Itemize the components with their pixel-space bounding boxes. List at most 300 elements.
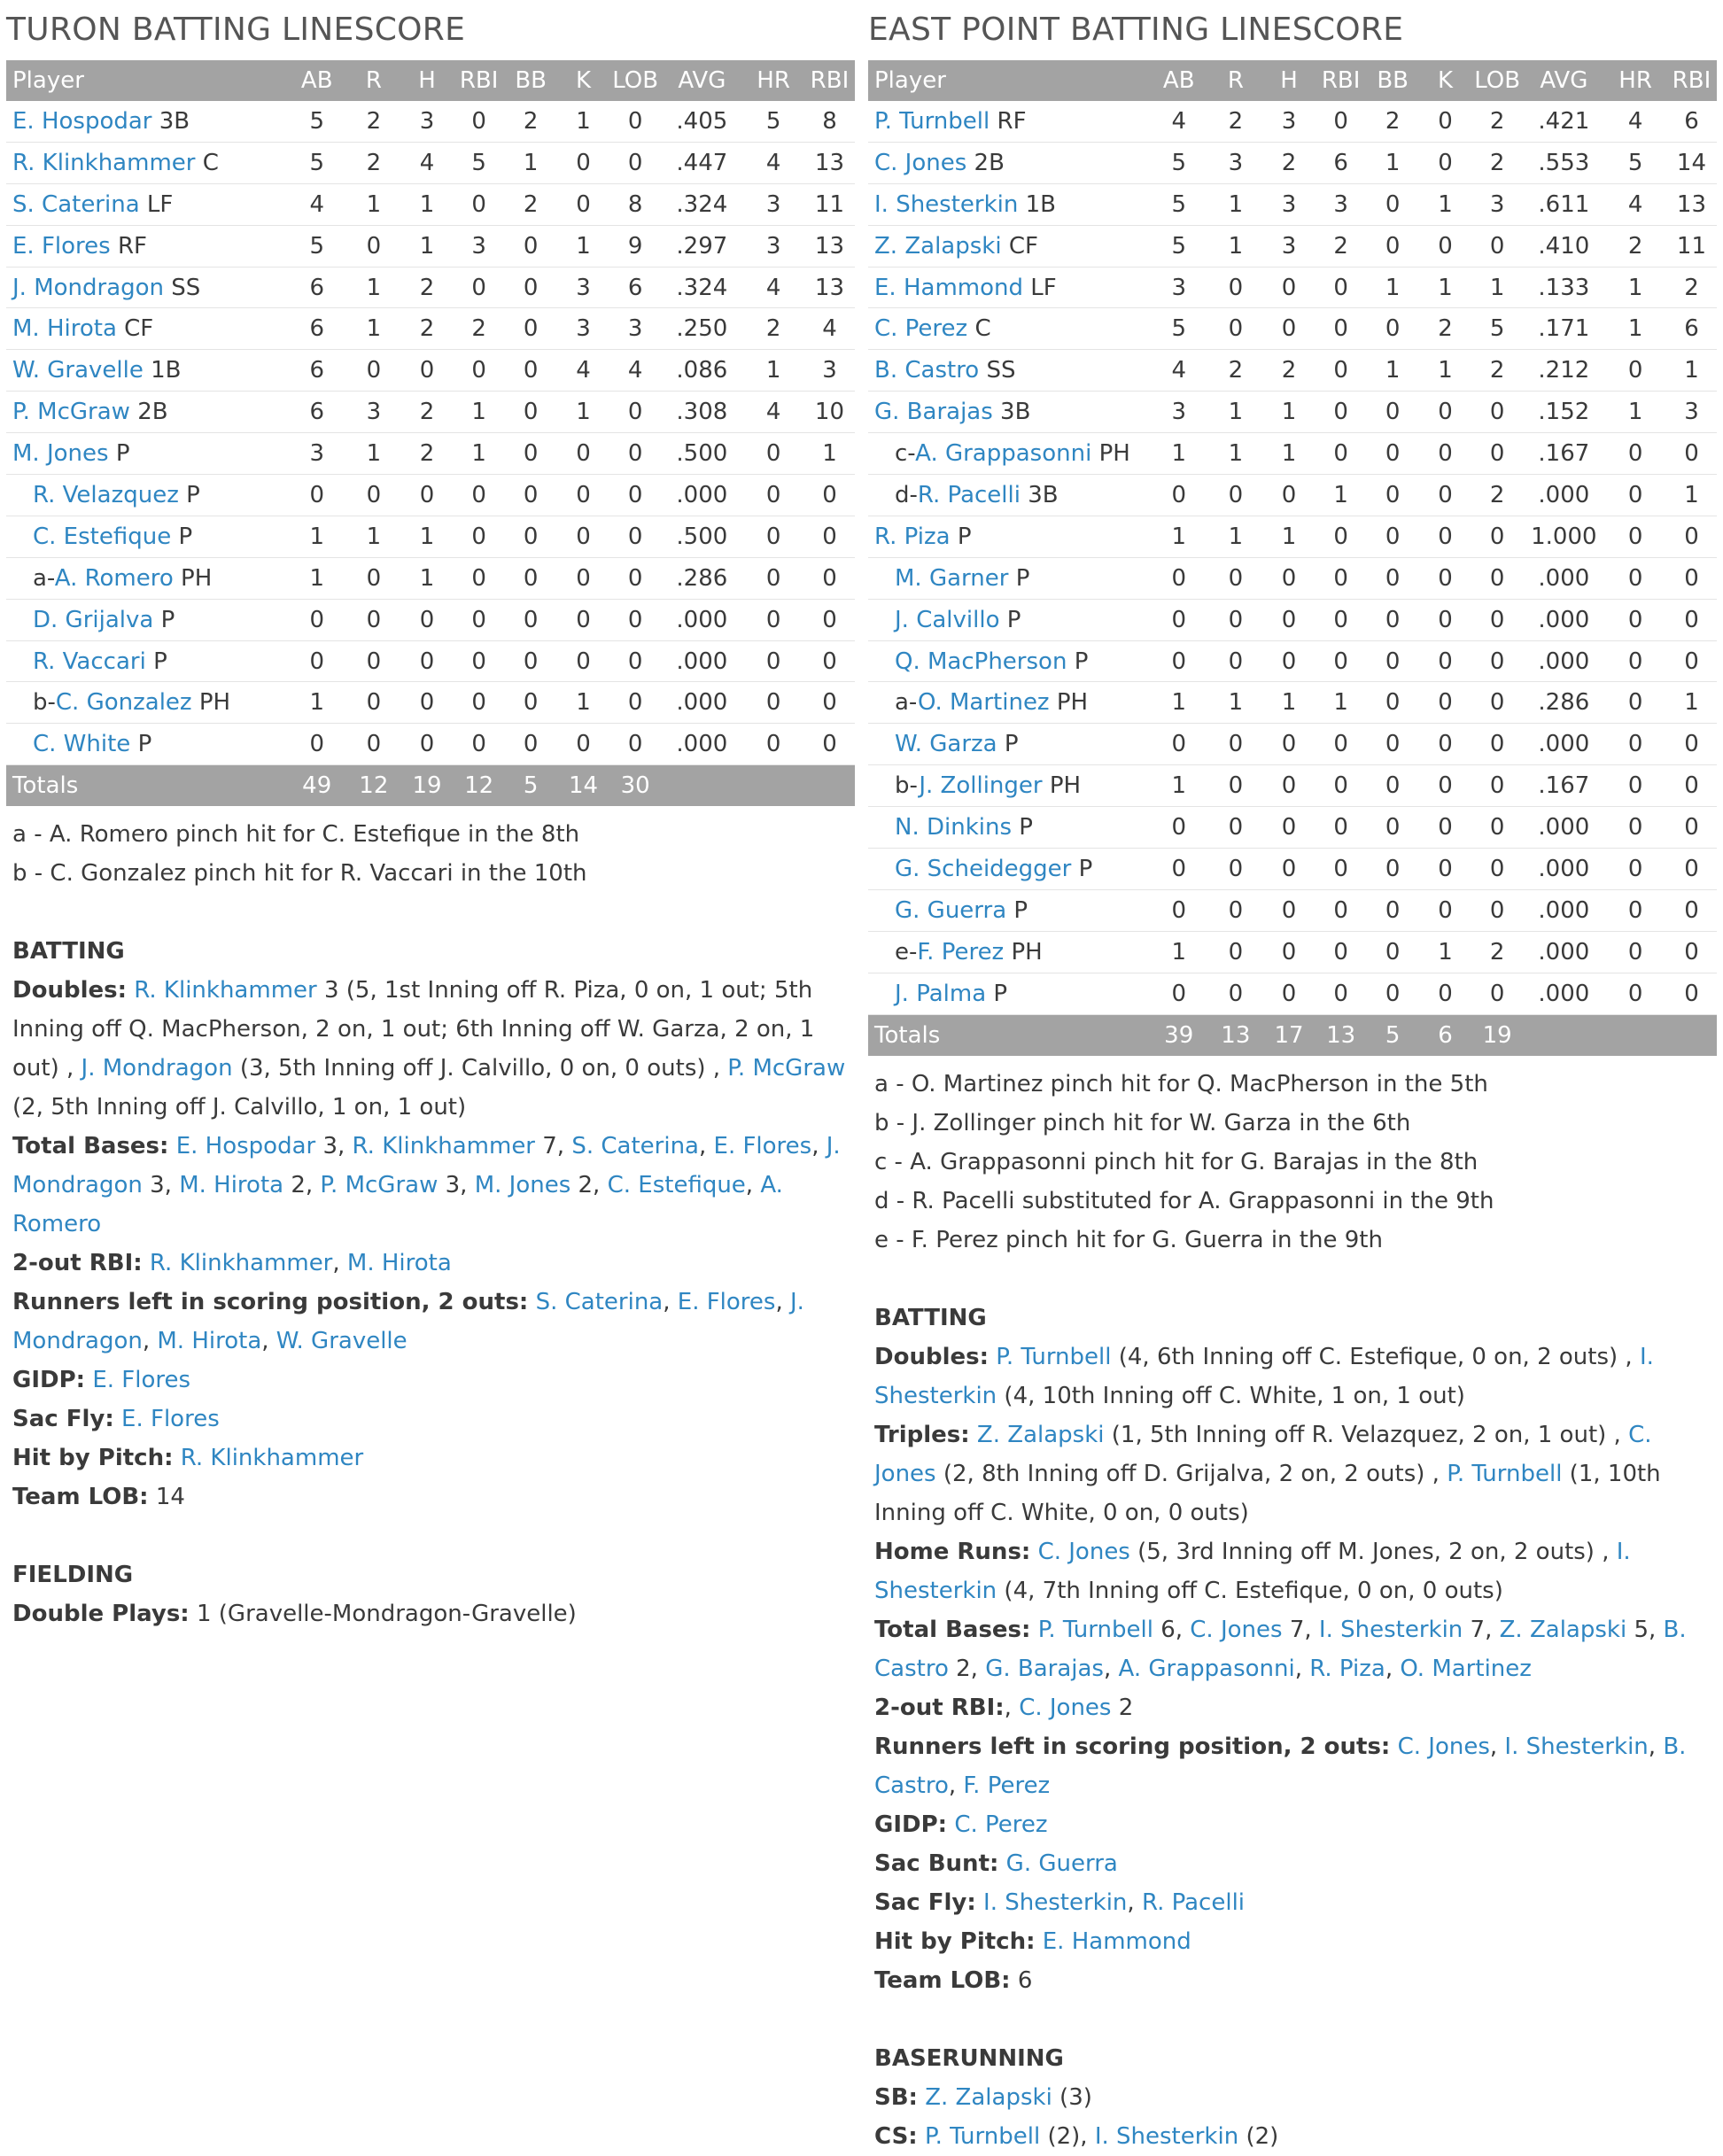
substitution-note: a - O. Martinez pinch hit for Q. MacPherson in the 5th xyxy=(874,1070,1488,1097)
stat-text: 14 xyxy=(148,1484,185,1511)
stat-r: 1 xyxy=(1209,392,1262,433)
stat-k: 0 xyxy=(557,475,609,516)
stat-ab: 0 xyxy=(287,599,347,640)
stat-text: , xyxy=(1103,1655,1119,1682)
stat-h: 0 xyxy=(400,724,454,765)
stat-label: Doubles: xyxy=(12,977,127,1004)
stat-r: 1 xyxy=(1209,225,1262,267)
player-link[interactable]: F. Perez xyxy=(963,1772,1051,1799)
stat-lob: 0 xyxy=(609,599,662,640)
stat-rbi-season: 1 xyxy=(1666,475,1717,516)
stat-lob: 6 xyxy=(609,267,662,308)
player-cell xyxy=(868,101,1149,142)
player-link[interactable]: Z. Zalapski xyxy=(1499,1616,1627,1643)
stat-avg: .171 xyxy=(1523,308,1604,350)
stat-r: 1 xyxy=(347,516,400,557)
stat-label: Sac Fly: xyxy=(12,1406,114,1433)
stat-rbi: 1 xyxy=(454,392,504,433)
stat-r: 0 xyxy=(1209,640,1262,682)
player-cell xyxy=(868,557,1149,599)
player-position: PH xyxy=(1011,938,1043,966)
player-link[interactable]: C. Perez xyxy=(874,315,968,343)
stat-r: 0 xyxy=(347,599,400,640)
player-link[interactable]: F. Perez xyxy=(917,938,1005,966)
player-link[interactable]: B. Castro xyxy=(874,357,980,384)
stat-lob: 0 xyxy=(1471,889,1524,931)
stat-avg: .000 xyxy=(1523,807,1604,849)
stat-rbi-season: 8 xyxy=(804,101,855,142)
player-link[interactable]: E. Flores xyxy=(677,1289,776,1316)
stat-ab: 0 xyxy=(1149,889,1209,931)
player-position: 2B xyxy=(137,399,168,426)
player-link[interactable]: R. Velazquez xyxy=(33,481,179,508)
player-link[interactable]: I. Shesterkin xyxy=(874,190,1019,218)
player-link[interactable]: I. Shesterkin xyxy=(983,1888,1128,1916)
stat-rbi: 0 xyxy=(454,724,504,765)
stat-h: 3 xyxy=(1262,101,1316,142)
player-link[interactable]: P. Turnbell xyxy=(1037,1616,1153,1643)
stat-k: 0 xyxy=(1419,475,1471,516)
stat-line xyxy=(874,1844,1713,1883)
player-link[interactable]: P. McGraw xyxy=(320,1172,439,1199)
stat-h: 1 xyxy=(1262,682,1316,724)
stat-bb: 0 xyxy=(504,475,557,516)
player-link[interactable]: R. Klinkhammer xyxy=(12,149,196,176)
player-link[interactable]: E. Hammond xyxy=(1042,1927,1191,1955)
total-rbi: 12 xyxy=(454,765,504,807)
table-row xyxy=(6,267,855,308)
player-cell xyxy=(868,682,1149,724)
player-link[interactable]: G. Scheidegger xyxy=(895,855,1072,882)
player-link[interactable]: B. Castro xyxy=(874,1733,1687,1799)
stat-r: 1 xyxy=(347,308,400,350)
stat-hr: 0 xyxy=(742,433,804,475)
stat-r: 0 xyxy=(347,640,400,682)
stat-avg: .000 xyxy=(1523,889,1604,931)
player-link[interactable]: I. Shesterkin xyxy=(874,1343,1654,1409)
player-link[interactable]: C. Jones xyxy=(874,149,967,176)
stat-ab: 0 xyxy=(1149,640,1209,682)
stat-avg: .447 xyxy=(661,142,742,183)
stat-avg: .410 xyxy=(1523,225,1604,267)
player-link[interactable]: O. Martinez xyxy=(1400,1655,1532,1682)
section-heading: BASERUNNING xyxy=(874,2044,1064,2072)
stat-h: 0 xyxy=(1262,807,1316,849)
player-cell xyxy=(6,308,287,350)
column-header-hr: HR xyxy=(742,60,804,101)
stat-rbi-season: 10 xyxy=(804,392,855,433)
stat-text: (1, 10th Inning off C. White, 0 on, 0 outs) xyxy=(874,1460,1661,1526)
stat-k: 0 xyxy=(557,724,609,765)
stat-avg: .000 xyxy=(1523,475,1604,516)
totals-row xyxy=(868,1014,1717,1056)
player-position: P xyxy=(1015,564,1030,592)
stat-text: 5, xyxy=(1626,1616,1664,1643)
stat-k: 0 xyxy=(1419,516,1471,557)
player-position: P xyxy=(160,606,175,633)
player-position: P xyxy=(1078,855,1093,882)
player-link[interactable]: C. Jones xyxy=(1019,1694,1112,1721)
stat-text: , xyxy=(698,1133,714,1160)
stat-rbi-season: 0 xyxy=(1666,849,1717,890)
stat-k: 0 xyxy=(1419,392,1471,433)
stat-rbi-season: 3 xyxy=(804,350,855,392)
player-link[interactable]: M. Jones xyxy=(474,1172,571,1199)
table-row xyxy=(868,101,1717,142)
player-link[interactable]: J. Calvillo xyxy=(895,606,1000,633)
player-cell xyxy=(868,765,1149,807)
stat-ab: 5 xyxy=(1149,183,1209,225)
player-link[interactable]: Z. Zalapski xyxy=(925,2083,1052,2111)
stat-rbi: 1 xyxy=(1316,682,1366,724)
player-link[interactable]: C. White xyxy=(33,731,131,758)
table-row xyxy=(6,183,855,225)
stat-line xyxy=(12,1361,851,1400)
stat-h: 0 xyxy=(400,599,454,640)
stat-h: 0 xyxy=(1262,557,1316,599)
player-link[interactable]: P. Turnbell xyxy=(874,107,990,135)
player-cell xyxy=(868,640,1149,682)
player-cell xyxy=(6,350,287,392)
stat-r: 0 xyxy=(347,682,400,724)
stat-lob: 0 xyxy=(1471,765,1524,807)
player-link[interactable]: I. Shesterkin xyxy=(1318,1616,1463,1643)
table-row xyxy=(6,308,855,350)
player-prefix: a- xyxy=(895,689,919,717)
stat-text: , xyxy=(1004,1694,1020,1721)
column-header-rbi-season: RBI xyxy=(804,60,855,101)
stat-avg: .000 xyxy=(1523,557,1604,599)
stat-label: Hit by Pitch: xyxy=(874,1927,1036,1955)
stat-hr: 2 xyxy=(1604,225,1666,267)
stat-label: 2-out RBI: xyxy=(874,1694,1005,1721)
player-link[interactable]: M. Hirota xyxy=(179,1172,284,1199)
player-link[interactable]: J. Mondragon xyxy=(12,274,165,301)
player-link[interactable]: C. Jones xyxy=(1037,1538,1130,1565)
stat-line xyxy=(874,1961,1713,2000)
stat-rbi: 2 xyxy=(1316,225,1366,267)
player-link[interactable]: S. Caterina xyxy=(535,1289,664,1316)
stat-hr: 0 xyxy=(742,640,804,682)
player-link[interactable]: R. Vaccari xyxy=(33,648,146,675)
stat-text: 3, xyxy=(438,1172,475,1199)
stat-r: 2 xyxy=(1209,101,1262,142)
stat-hr: 5 xyxy=(1604,142,1666,183)
table-row xyxy=(868,724,1717,765)
player-link[interactable]: C. Jones xyxy=(1190,1616,1283,1643)
table-row xyxy=(6,350,855,392)
player-link[interactable]: M. Hirota xyxy=(346,1250,452,1277)
stat-bb: 0 xyxy=(1366,183,1419,225)
stat-lob: 0 xyxy=(609,101,662,142)
stat-bb: 2 xyxy=(1366,101,1419,142)
player-link[interactable]: C. Estefique xyxy=(33,523,172,550)
player-link[interactable]: O. Martinez xyxy=(918,689,1050,717)
player-link[interactable]: G. Guerra xyxy=(1005,1850,1118,1877)
player-link[interactable]: R. Pacelli xyxy=(917,481,1021,508)
stat-ab: 1 xyxy=(1149,433,1209,475)
player-link[interactable]: R. Klinkhammer xyxy=(149,1250,333,1277)
stat-rbi-season: 0 xyxy=(1666,599,1717,640)
stat-text xyxy=(168,1133,175,1159)
stat-rbi-season: 0 xyxy=(804,557,855,599)
stat-bb: 0 xyxy=(1366,849,1419,890)
player-link[interactable]: J. Mondragon xyxy=(12,1289,804,1355)
player-link[interactable]: R. Klinkhammer xyxy=(180,1445,364,1472)
stat-rbi-season: 0 xyxy=(804,475,855,516)
player-link[interactable]: W. Gravelle xyxy=(12,357,144,384)
table-row xyxy=(868,308,1717,350)
player-link[interactable]: R. Klinkhammer xyxy=(134,977,317,1004)
player-link[interactable]: P. McGraw xyxy=(12,399,130,426)
stat-text: , xyxy=(1294,1655,1310,1682)
stat-lob: 0 xyxy=(1471,433,1524,475)
stat-rbi: 0 xyxy=(1316,807,1366,849)
stat-hr: 0 xyxy=(742,557,804,599)
substitution-note: c - A. Grappasonni pinch hit for G. Barajas in the 8th xyxy=(874,1148,1479,1175)
player-link[interactable]: P. Turnbell xyxy=(924,2122,1041,2150)
stat-avg: .167 xyxy=(1523,765,1604,807)
stat-text xyxy=(127,977,134,1004)
player-link[interactable]: M. Hirota xyxy=(12,315,117,343)
stat-rbi: 0 xyxy=(1316,724,1366,765)
stat-rbi: 0 xyxy=(1316,931,1366,973)
player-link[interactable]: I. Shesterkin xyxy=(1094,2122,1239,2150)
table-row xyxy=(6,724,855,765)
stat-bb: 0 xyxy=(1366,807,1419,849)
player-position: PH xyxy=(1098,440,1130,468)
stat-text: , xyxy=(663,1289,678,1316)
stat-k: 1 xyxy=(1419,350,1471,392)
stat-rbi: 0 xyxy=(1316,557,1366,599)
table-header-row xyxy=(6,60,855,101)
player-position: PH xyxy=(181,564,213,592)
stat-rbi: 0 xyxy=(1316,516,1366,557)
stat-rbi-season: 0 xyxy=(804,724,855,765)
stat-k: 1 xyxy=(557,101,609,142)
total-lob: 30 xyxy=(609,765,662,807)
stat-hr: 0 xyxy=(1604,765,1666,807)
table-row xyxy=(6,101,855,142)
player-link[interactable]: R. Piza xyxy=(874,523,951,550)
table-row xyxy=(868,599,1717,640)
player-link[interactable]: G. Barajas xyxy=(874,399,993,426)
stat-k: 2 xyxy=(1419,308,1471,350)
player-link[interactable]: B. Castro xyxy=(874,1616,1687,1682)
player-link[interactable]: E. Flores xyxy=(121,1406,220,1433)
stat-avg: .324 xyxy=(661,267,742,308)
stat-k: 0 xyxy=(1419,225,1471,267)
totals-label: Totals xyxy=(6,765,287,807)
stat-h: 2 xyxy=(400,308,454,350)
player-link[interactable]: N. Dinkins xyxy=(895,814,1013,841)
stat-k: 0 xyxy=(1419,807,1471,849)
player-link[interactable]: E. Flores xyxy=(12,232,111,260)
stat-k: 0 xyxy=(1419,557,1471,599)
player-position: P xyxy=(957,523,972,550)
stat-text: , xyxy=(1489,1733,1505,1760)
stat-r: 0 xyxy=(347,557,400,599)
player-link[interactable]: A. Grappasonni xyxy=(915,440,1092,468)
stat-hr: 0 xyxy=(742,516,804,557)
stat-hr: 0 xyxy=(742,599,804,640)
table-row xyxy=(6,599,855,640)
stat-avg: .000 xyxy=(661,724,742,765)
stat-rbi-season: 11 xyxy=(1666,225,1717,267)
player-link[interactable]: J. Palma xyxy=(895,980,987,1007)
stat-rbi: 0 xyxy=(454,101,504,142)
stat-text: 2 xyxy=(1111,1694,1134,1721)
stat-rbi: 0 xyxy=(1316,849,1366,890)
stat-k: 0 xyxy=(557,516,609,557)
player-link[interactable]: C. Jones xyxy=(1397,1733,1490,1760)
stat-text: (5, 3rd Inning off M. Jones, 2 on, 2 outs) , xyxy=(1129,1538,1617,1565)
column-header-ab: AB xyxy=(1149,60,1209,101)
player-position: P xyxy=(186,481,200,508)
player-link[interactable]: C. Gonzalez xyxy=(55,689,192,717)
stat-bb: 0 xyxy=(1366,973,1419,1014)
stat-ab: 0 xyxy=(1149,557,1209,599)
stat-sections xyxy=(6,932,855,1633)
player-link[interactable]: A. Romero xyxy=(12,1172,783,1238)
stat-hr: 4 xyxy=(1604,183,1666,225)
player-link[interactable]: E. Hammond xyxy=(874,274,1023,301)
player-link[interactable]: C. Jones xyxy=(874,1421,1652,1487)
stat-ab: 6 xyxy=(287,392,347,433)
player-link[interactable]: M. Jones xyxy=(12,440,109,468)
substitution-note: a - A. Romero pinch hit for C. Estefique in the 8th xyxy=(12,821,580,849)
stat-ab: 0 xyxy=(287,475,347,516)
player-link[interactable]: W. Gravelle xyxy=(276,1328,407,1355)
stat-h: 1 xyxy=(400,557,454,599)
stat-avg: .000 xyxy=(1523,973,1604,1014)
stat-ab: 5 xyxy=(287,225,347,267)
stat-rbi: 0 xyxy=(454,183,504,225)
stat-bb: 0 xyxy=(504,350,557,392)
player-link[interactable]: R. Klinkhammer xyxy=(352,1133,535,1160)
player-link[interactable]: J. Mondragon xyxy=(81,1055,233,1082)
table-row xyxy=(868,225,1717,267)
stat-hr: 0 xyxy=(1604,724,1666,765)
stat-ab: 3 xyxy=(287,433,347,475)
player-link[interactable]: E. Flores xyxy=(92,1367,191,1394)
stat-line xyxy=(12,971,851,1127)
table-header-row xyxy=(868,60,1717,101)
stat-line xyxy=(12,1439,851,1477)
stat-lob: 5 xyxy=(1471,308,1524,350)
stat-hr: 0 xyxy=(1604,807,1666,849)
player-link[interactable]: E. Hospodar xyxy=(12,107,152,135)
stat-r: 3 xyxy=(347,392,400,433)
player-link[interactable]: S. Caterina xyxy=(12,190,140,218)
stat-text xyxy=(918,2123,925,2150)
player-link[interactable]: S. Caterina xyxy=(571,1133,699,1160)
player-link[interactable]: Q. MacPherson xyxy=(895,648,1067,675)
player-link[interactable]: Z. Zalapski xyxy=(874,232,1002,260)
stat-rbi-season: 0 xyxy=(1666,807,1717,849)
player-link[interactable]: J. Mondragon xyxy=(12,1133,841,1199)
player-link[interactable]: M. Hirota xyxy=(157,1328,262,1355)
stat-hr: 0 xyxy=(742,724,804,765)
player-link[interactable]: A. Romero xyxy=(54,564,174,592)
section-heading: FIELDING xyxy=(12,1562,134,1589)
stat-line xyxy=(12,1283,851,1361)
player-link[interactable]: P. Turnbell xyxy=(1447,1460,1563,1487)
stat-label: Triples: xyxy=(874,1421,970,1448)
stat-avg: .297 xyxy=(661,225,742,267)
stat-lob: 0 xyxy=(609,557,662,599)
player-link[interactable]: P. McGraw xyxy=(727,1055,846,1082)
stat-ab: 5 xyxy=(1149,308,1209,350)
stat-h: 0 xyxy=(1262,849,1316,890)
stat-r: 0 xyxy=(1209,475,1262,516)
stat-rbi-season: 13 xyxy=(804,225,855,267)
stat-lob: 2 xyxy=(1471,101,1524,142)
stat-rbi: 0 xyxy=(1316,101,1366,142)
player-link[interactable]: I. Shesterkin xyxy=(1504,1733,1649,1760)
player-link[interactable]: E. Flores xyxy=(713,1133,812,1160)
stat-lob: 2 xyxy=(1471,350,1524,392)
stat-h: 3 xyxy=(1262,183,1316,225)
stat-bb: 0 xyxy=(504,557,557,599)
player-link[interactable]: D. Grijalva xyxy=(33,606,154,633)
stat-rbi: 0 xyxy=(454,516,504,557)
stat-avg: .286 xyxy=(1523,682,1604,724)
player-link[interactable]: Z. Zalapski xyxy=(976,1421,1105,1448)
player-link[interactable]: P. Turnbell xyxy=(996,1343,1112,1370)
stat-r: 0 xyxy=(347,475,400,516)
stat-text: (2), xyxy=(1040,2122,1095,2150)
player-link[interactable]: R. Pacelli xyxy=(1141,1888,1246,1916)
stat-text xyxy=(114,1406,121,1432)
player-position: PH xyxy=(198,689,231,717)
stat-text: 6 xyxy=(1010,1966,1033,1994)
stat-avg: .133 xyxy=(1523,267,1604,308)
player-position: 1B xyxy=(151,357,182,384)
column-header-r: R xyxy=(1209,60,1262,101)
player-link[interactable]: M. Garner xyxy=(895,564,1009,592)
player-link[interactable]: G. Barajas xyxy=(985,1655,1104,1682)
table-row xyxy=(868,931,1717,973)
player-link[interactable]: W. Garza xyxy=(895,731,997,758)
player-link[interactable]: C. Perez xyxy=(954,1811,1048,1838)
player-link[interactable]: E. Hospodar xyxy=(175,1133,316,1160)
player-link[interactable]: R. Piza xyxy=(1309,1655,1385,1682)
stat-rbi-season: 0 xyxy=(804,599,855,640)
stat-avg: .250 xyxy=(661,308,742,350)
table-body xyxy=(6,101,855,806)
stat-lob: 0 xyxy=(1471,392,1524,433)
stat-k: 0 xyxy=(1419,101,1471,142)
stat-label: Hit by Pitch: xyxy=(12,1445,174,1472)
stat-rbi-season: 13 xyxy=(804,142,855,183)
stat-h: 2 xyxy=(400,433,454,475)
player-link[interactable]: I. Shesterkin xyxy=(874,1538,1631,1604)
player-link[interactable]: C. Estefique xyxy=(607,1172,746,1199)
section-heading: BATTING xyxy=(12,938,125,966)
column-header-avg: AVG xyxy=(661,60,742,101)
player-link[interactable]: G. Guerra xyxy=(895,896,1007,924)
stat-ab: 5 xyxy=(287,101,347,142)
stat-hr: 0 xyxy=(1604,849,1666,890)
table-row xyxy=(868,640,1717,682)
stat-rbi: 0 xyxy=(1316,599,1366,640)
stat-h: 1 xyxy=(1262,392,1316,433)
player-link[interactable]: J. Zollinger xyxy=(919,772,1043,800)
stat-text: 1 (Gravelle-Mondragon-Gravelle) xyxy=(189,1601,577,1628)
stat-lob: 2 xyxy=(1471,475,1524,516)
player-link[interactable]: A. Grappasonni xyxy=(1118,1655,1295,1682)
